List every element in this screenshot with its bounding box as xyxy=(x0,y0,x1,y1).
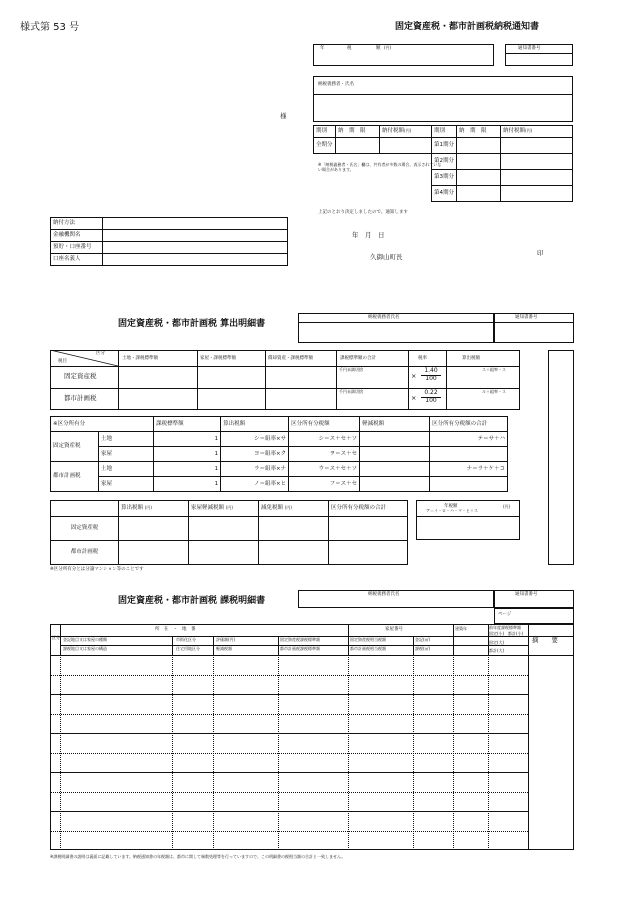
row-a-2: 評価額(円) xyxy=(216,637,236,642)
seal-mark: 印 xyxy=(537,249,544,257)
rate-fixed: $\frac{1.40}{100}$ xyxy=(421,368,441,383)
col-total: 課税標準額の合計 xyxy=(340,356,376,361)
m-col5: 区分所有分税額の合計 xyxy=(430,417,508,432)
period-header-2: 期別 xyxy=(432,126,457,138)
levy-row-line xyxy=(50,753,528,754)
built-year-header: 建築年 xyxy=(455,626,467,631)
date-label: 年 月 日 xyxy=(352,231,385,239)
kubun-label: 区分 xyxy=(96,351,105,356)
m-col2: 算出税額 xyxy=(221,417,289,432)
annual-tax-yen: (円) xyxy=(503,504,511,509)
house-no-header: 家屋番号 xyxy=(385,627,403,632)
paid-header-2: 納付税額(円) xyxy=(501,126,573,138)
lump-sum-label: 全期分 xyxy=(314,138,336,154)
levy-row-line xyxy=(50,811,528,812)
m-house-1: 家屋 xyxy=(99,447,154,462)
levy-footnote: ※課税明細書の説明は裏面に記載しています。納税通知書の年税額は、都市に関して端数処理等を行っていますので、この明細書の税相当額の合計と一致しません。 xyxy=(50,854,346,859)
m-fixed-label: 固定資産税 xyxy=(51,432,99,462)
payment-table xyxy=(50,217,288,266)
row-b-3: 都市計画税課税標準額 xyxy=(280,646,320,651)
col-tax: 算出税額 xyxy=(462,356,480,361)
mini-label-1: 固定(小) xyxy=(489,631,505,636)
levy-col-line xyxy=(453,655,454,850)
m-city-label: 都市計画税 xyxy=(51,462,99,492)
levy-title: 固定資産税・都市計画税 課税明細書 xyxy=(118,596,266,606)
small-city: 千円未満切捨 xyxy=(339,389,363,394)
row-b-1: 住宅用地区分 xyxy=(176,646,200,651)
summary-table xyxy=(50,500,408,565)
times-2: × xyxy=(411,394,417,402)
calc-title: 固定資産税・都市計画税 算出明細書 xyxy=(118,319,266,329)
col-rate: 税率 xyxy=(418,356,427,361)
area-label-0: 登記(㎡) xyxy=(415,637,431,642)
rate-city: $\frac{0.22}{100}$ xyxy=(421,390,441,405)
taxpayer-label: 納税義務者・氏名 xyxy=(318,82,354,87)
row-a-3: 固定資産税課税標準額 xyxy=(280,637,320,642)
levy-table xyxy=(50,624,574,850)
page-label: ページ xyxy=(498,612,512,617)
row-a-1: 市街化区分 xyxy=(176,637,196,642)
small-tax1: ス＋組率・ス xyxy=(482,367,506,372)
mini-label-3: 固定(大) xyxy=(489,640,505,645)
levy-col-line xyxy=(213,655,214,850)
mini-label-2: 都計(小) xyxy=(508,631,524,636)
mayor-name: 久御山町長 xyxy=(370,253,403,261)
m-house-2: 家屋 xyxy=(99,477,154,492)
s-col1: 算出税額 (円) xyxy=(119,501,189,517)
taxpayer-note: ※「納税義務者・氏名」欄は、共有者が多数の場合、表示されていない場合があります。 xyxy=(318,162,442,172)
notice-title: 固定資産税・都市計画税納税通知書 xyxy=(395,22,540,32)
levy-row-line xyxy=(50,733,528,734)
m-col4: 軽減税額 xyxy=(360,417,430,432)
levy-row-line xyxy=(50,694,528,695)
paid-header: 納付税額(円) xyxy=(380,126,432,138)
notice-number-label: 通知書番号 xyxy=(518,46,541,51)
period-2: 第2期分 xyxy=(432,154,457,170)
row-b-4: 都市計画税相当税額 xyxy=(350,646,386,651)
due-header-2: 納 期 限 xyxy=(457,126,501,138)
payment-method-label: 納付方法 xyxy=(51,218,103,230)
s-city-label: 都市計画税 xyxy=(51,541,119,565)
row-city-tax: 都市計画税 xyxy=(64,394,97,402)
annual-tax-label: 年税額 xyxy=(444,504,458,509)
calc-footnote: ※区分所有分とは分譲マンション等のことです xyxy=(50,567,144,572)
levy-col-line xyxy=(413,655,414,850)
levy-col-line xyxy=(278,655,279,850)
row-a-4: 固定資産税相当税額 xyxy=(350,637,386,642)
levy-row-line xyxy=(50,714,528,715)
levy-taxpayer-label: 納税義務者氏名 xyxy=(368,592,400,597)
period-4: 第4期分 xyxy=(432,186,457,202)
levy-col-line xyxy=(348,655,349,850)
year-label: 年 xyxy=(320,46,325,51)
levy-row-line xyxy=(50,831,528,832)
levy-kubun: 区分 xyxy=(52,635,60,640)
condo-table: ※区分所有分 課税標準額 算出税額 区分所有分税額 軽減税額 区分所有分税額の合計 固定資産税 土地 1 シ＝組率×サ シ＝ス＋セ＋ソ テ＝サ＋ハ 家屋 1 ヨ＝組率×ク ヲ＝ス＋セ 都市計画税 土地 1 ラ＝組率×ナ ウ＝ス＋セ＋ソ ナ＝ラ＋ケ＋コ 家屋 1 ノ＝組率×ヒ フ＝ス＋セ xyxy=(50,416,520,492)
yen-unit: (円) xyxy=(384,45,392,50)
levy-row-line xyxy=(50,792,528,793)
account-number-label: 預貯・口座番号 xyxy=(51,242,103,254)
m-header: ※区分所有分 xyxy=(51,417,154,432)
row-b-2: 軽減税額 xyxy=(216,646,232,651)
annual-tax-box[interactable] xyxy=(313,44,494,66)
m-land-2: 土地 xyxy=(99,462,154,477)
zeimoku-label: 税目 xyxy=(58,359,67,364)
levy-col-line xyxy=(172,655,173,850)
honorific: 様 xyxy=(280,112,287,120)
levy-row-line xyxy=(50,675,528,676)
col-depr: 償却資産・課税標準額 xyxy=(268,356,313,361)
annual-tax-formula: ア＝イ・ロ・ハ・ヲ・ヒ＋ス xyxy=(426,508,478,513)
period-header: 期別 xyxy=(314,126,336,138)
mini-label-0: 前年度課税標準額 xyxy=(489,625,521,630)
row-b-0: 課税地目又は家屋の構造 xyxy=(63,646,107,651)
period-3: 第3期分 xyxy=(432,170,457,186)
area-label-1: 課税(㎡) xyxy=(415,646,431,651)
m-land-1: 土地 xyxy=(99,432,154,447)
s-col3: 減免税額 (円) xyxy=(259,501,329,517)
due-header: 納 期 限 xyxy=(336,126,380,138)
levy-notice-label: 通知書番号 xyxy=(515,592,538,597)
small-fixed: 千円未満切捨 xyxy=(339,367,363,372)
calc-notice-label: 通知書番号 xyxy=(515,315,538,320)
levy-col-line xyxy=(60,655,61,850)
account-holder-label: 口座名義人 xyxy=(51,254,103,266)
row-a-0: 登記地目又は家屋の種類 xyxy=(63,637,107,642)
levy-row-line xyxy=(50,772,528,773)
tax-label: 税 xyxy=(347,46,352,51)
calc-side-panel[interactable] xyxy=(548,350,574,565)
levy-col-line xyxy=(488,655,489,850)
remarks-header: 摘 要 xyxy=(532,636,558,644)
row-fixed-tax: 固定資産税 xyxy=(64,372,97,380)
col-house: 家屋・課税標準額 xyxy=(200,356,236,361)
period-1: 第1期分 xyxy=(432,138,457,154)
m-col1: 課税標準額 xyxy=(154,417,221,432)
s-col4: 区分所有分税額の合計 xyxy=(329,501,408,517)
s-col2: 家屋軽減税額 (円) xyxy=(189,501,259,517)
location-header: 所 在 ・ 地 番 xyxy=(155,627,196,632)
mini-label-4: 都計(大) xyxy=(489,648,505,653)
notice-text: 上記のとおり決定しましたので、通知します xyxy=(318,210,408,215)
small-tax2: ル＋組率・ス xyxy=(482,389,506,394)
calc-taxpayer-label: 納税義務者氏名 xyxy=(368,315,400,320)
col-land: 土地・課税標準額 xyxy=(122,356,158,361)
form-number: 様式第 53 号 xyxy=(20,22,80,33)
m-col3: 区分所有分税額 xyxy=(289,417,360,432)
bank-name-label: 金融機関名 xyxy=(51,230,103,242)
times-1: × xyxy=(411,372,417,380)
s-fixed-label: 固定資産税 xyxy=(51,517,119,541)
amount-label: 額 xyxy=(376,46,381,51)
